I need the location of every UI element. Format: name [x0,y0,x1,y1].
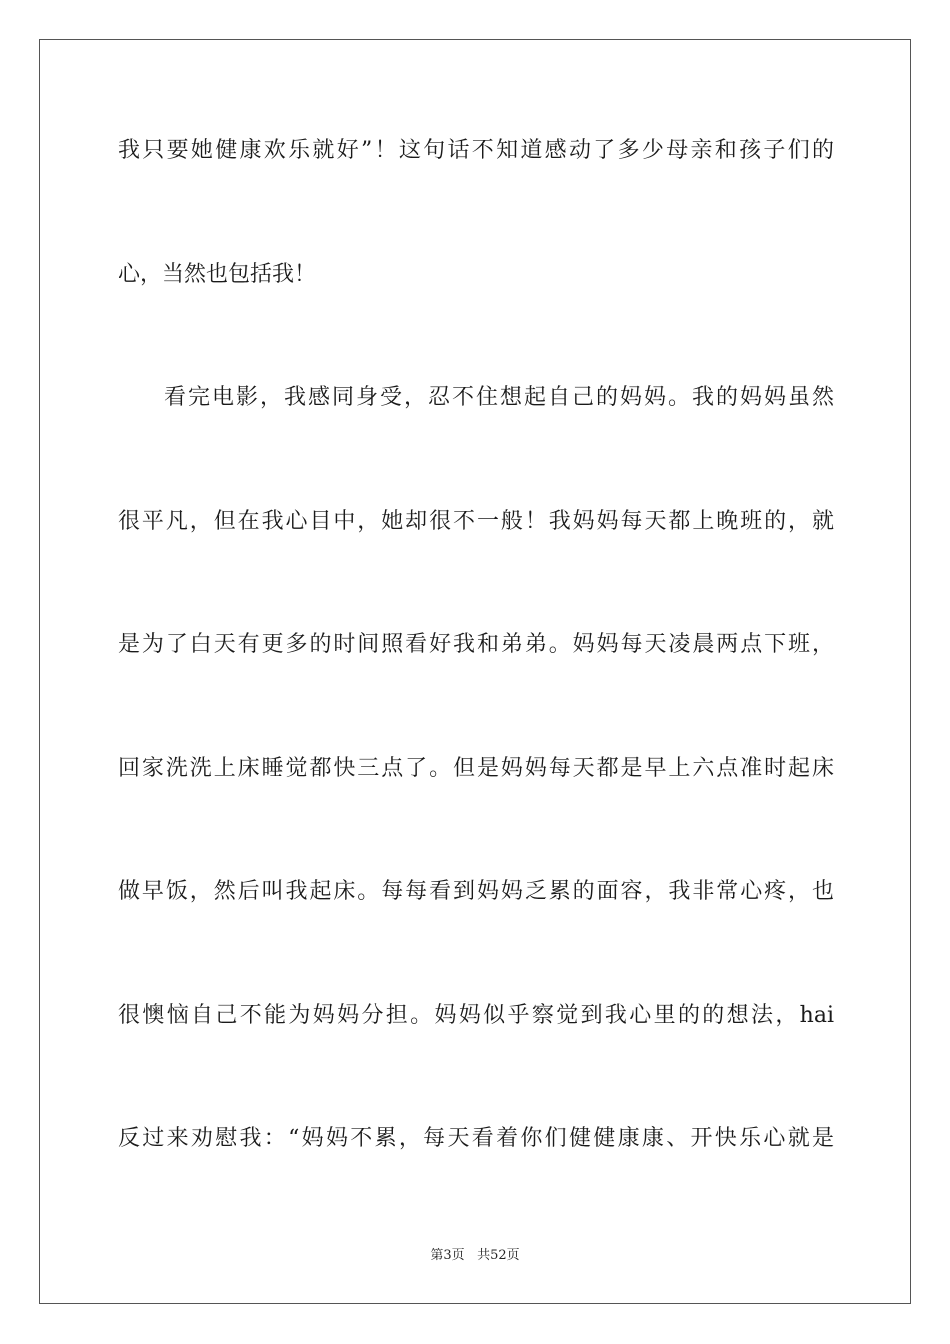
paragraph-line-9: 反过来劝慰我：“妈妈不累，每天看着你们健健康康、开快乐心就是 [118,1126,834,1151]
paragraph-line-1: 我只要她健康欢乐就好”！这句话不知道感动了多少母亲和孩子们的 [118,138,834,163]
paragraph-line-8: 很懊恼自己不能为妈妈分担。妈妈似乎察觉到我心里的的想法，hai [118,1003,834,1028]
paragraph-line-6: 回家洗洗上床睡觉都快三点了。但是妈妈每天都是早上六点准时起床 [118,756,834,781]
page-total: 共52页 [477,1248,520,1263]
page-footer [0,1247,950,1265]
paragraph-line-4: 很平凡，但在我心目中，她却很不一般！我妈妈每天都上晚班的，就 [118,509,834,534]
paragraph-line-7: 做早饭，然后叫我起床。每每看到妈妈乏累的面容，我非常心疼，也 [118,879,834,904]
paragraph-line-5: 是为了白天有更多的时间照看好我和弟弟。妈妈每天凌晨两点下班， [118,632,834,657]
page-border [39,39,911,1304]
paragraph-line-2: 心，当然也包括我！ [118,262,317,287]
paragraph-line-3: 看完电影，我感同身受，忍不住想起自己的妈妈。我的妈妈虽然 [164,385,834,410]
page-number: 第3页 [430,1248,465,1263]
